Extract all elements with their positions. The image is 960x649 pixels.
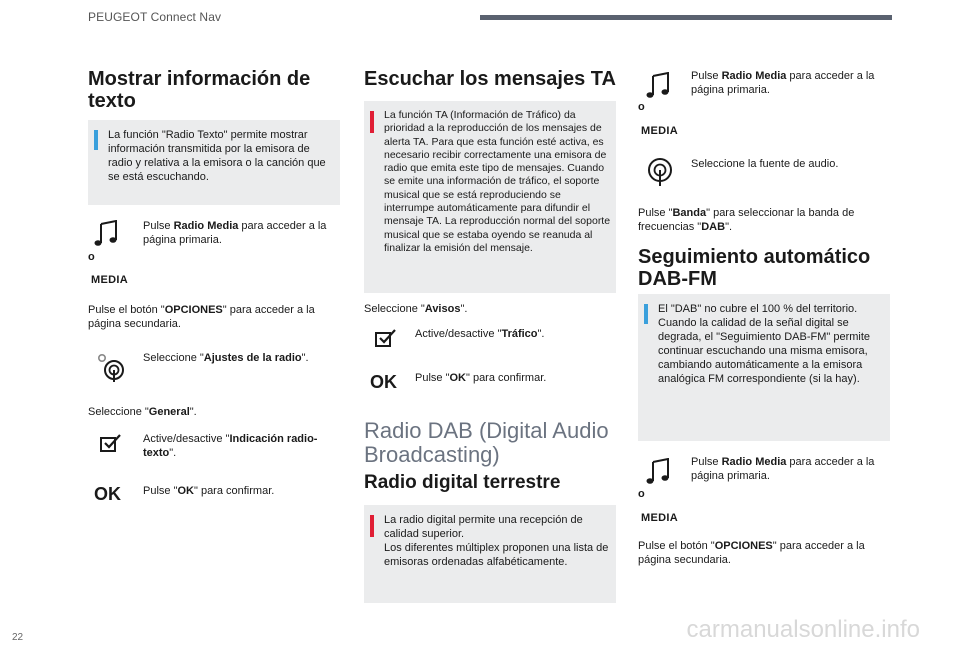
step-radio-media: Pulse Radio Media para acceder a la página primaria. <box>691 456 875 482</box>
heading-seguimiento-dab-fm: Seguimiento automático DAB-FM <box>638 246 871 290</box>
warning-box-text: La función TA (Información de Tráfico) da prioridad a la reproducción de los mensajes de alerta TA. Para que esta función esté activa, es necesario recibir correctamente una emisora de radio que emita este tipo de mensajes. Cuando se emite una información de tráfico, el soporte musical que se está reproduciendo se interrumpe automáticamente para difundir el mensaje TA. La reproducción normal del soporte musical que se estaba oyendo se reanuda al finalizar la emisión del mensaje. <box>384 109 611 254</box>
checkbox-icon <box>100 433 122 458</box>
page-header-title: PEUGEOT Connect Nav <box>88 10 222 24</box>
warning-box-ta <box>364 101 616 293</box>
para-avisos: Seleccione "Avisos". <box>364 303 468 315</box>
music-note-icon <box>646 458 672 491</box>
info-marker <box>644 304 648 324</box>
para-banda: Pulse "Banda" para seleccionar la banda de frecuencias "DAB". <box>638 207 855 233</box>
section-title-dab: Radio DAB (Digital Audio Broadcasting) <box>364 418 609 467</box>
warning-box-dab <box>364 505 616 603</box>
music-note-icon <box>646 72 672 105</box>
media-button-label: MEDIA <box>91 274 128 286</box>
step-radio-media: Pulse Radio Media para acceder a la página primaria. <box>691 70 875 96</box>
audio-source-icon <box>646 156 674 193</box>
step-trafico: Active/desactive "Tráfico". <box>415 328 545 340</box>
warning-marker <box>370 515 374 537</box>
step-ok-confirmar: Pulse "OK" para confirmar. <box>143 485 275 497</box>
heading-mensajes-ta: Escuchar los mensajes TA <box>364 68 616 90</box>
or-label: o <box>638 488 645 500</box>
step-ajustes-radio: Seleccione "Ajustes de la radio". <box>143 352 309 364</box>
music-note-icon <box>94 220 120 253</box>
para-opciones: Pulse el botón "OPCIONES" para acceder a la página secundaria. <box>88 304 315 330</box>
or-label: o <box>88 251 95 263</box>
step-fuente-audio: Seleccione la fuente de audio. <box>691 158 839 170</box>
radio-settings-icon <box>96 352 126 389</box>
heading-mostrar-texto: Mostrar información de texto <box>88 68 311 112</box>
media-button-label: MEDIA <box>641 125 678 137</box>
heading-radio-digital: Radio digital terrestre <box>364 472 561 493</box>
para-general: Seleccione "General". <box>88 406 197 418</box>
ok-icon: OK <box>94 484 121 504</box>
or-label: o <box>638 101 645 113</box>
checkbox-icon <box>375 328 397 353</box>
info-box-text: La función "Radio Texto" permite mostrar información transmitida por la emisora de radio y relativa a la emisora o la canción que se está escuchando. <box>108 129 326 183</box>
info-marker <box>94 130 98 150</box>
page-number: 22 <box>12 632 24 643</box>
step-ok-confirmar: Pulse "OK" para confirmar. <box>415 372 547 384</box>
warning-marker <box>370 111 374 133</box>
info-box-radio-texto <box>88 120 340 205</box>
watermark: carmanualsonline.info <box>686 616 920 643</box>
step-indicacion-radio-texto: Active/desactive "Indicación radio-texto". <box>143 433 318 459</box>
media-button-label: MEDIA <box>641 512 678 524</box>
step-radio-media: Pulse Radio Media para acceder a la página primaria. <box>143 220 327 246</box>
para-opciones: Pulse el botón "OPCIONES" para acceder a la página secundaria. <box>638 540 865 566</box>
header-divider <box>480 15 892 20</box>
ok-icon: OK <box>370 372 397 392</box>
info-box-text: El "DAB" no cubre el 100 % del territorio. Cuando la calidad de la señal digital se degrada, el "Seguimiento DAB-FM" permite continuar escuchando una misma emisora, cambiando automáticamente a la emisora analógica FM correspondiente (si la hay). <box>658 303 871 385</box>
warning-box-text: La radio digital permite una recepción de calidad superior. Los diferentes múltiplex proponen una lista de emisoras ordenadas alfabéticamente. <box>384 514 609 568</box>
info-box-dab-fm <box>638 294 890 441</box>
